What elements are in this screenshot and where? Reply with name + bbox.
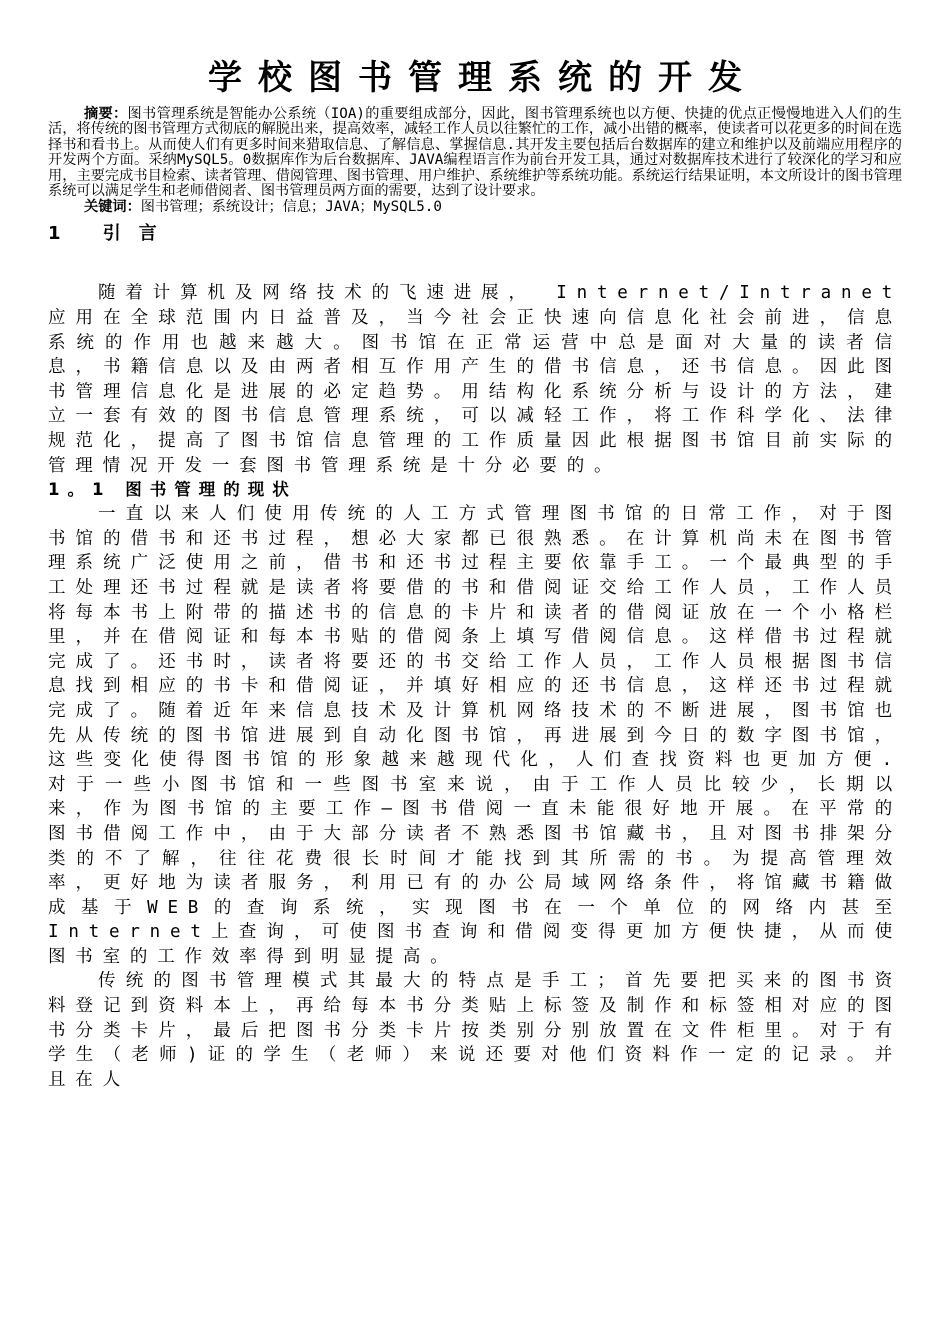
paper-page [48,50,902,1092]
abstract [48,107,902,199]
section-1-1-heading: 1。1 图书管理的现状 [48,480,297,500]
section-1-paragraph: 随着计算机及网络技术的飞速进展， Internet/Intranet应用在全球范围内日益普及，当今社会正快速向信息化社会前进，信息系统的作用也越来越大。图书馆在正常运营中总是面对大量的读者信息，书籍信息以及由两者相互作用产生的借书信息，还书信息。因此图书管理信息化是进展的必定趋势。用结构化系统分析与设计的方法，建立一套有效的图书信息管理系统，可以减轻工作，将工作科学化、法律规范化，提高了图书馆信息管理的工作质量因此根据图书馆目前实际的管理情况开发一套图书管理系统是十分必要的。 [48,283,902,476]
keywords-text: 图书管理；系统设计；信息；JAVA；MySQL5.0 [140,199,442,216]
paper-title: 学校图书管理系统的开发 [208,58,758,98]
abstract-text: 图书管理系统是智能办公系统（IOA)的重要组成部分，因此，图书管理系统也以方便、快捷的优点正慢慢地进入人们的生活，将传统的图书管理方式彻底的解脱出来，提高效率，减轻工作人员以往繁忙的工作，减小出错的概率，使读者可以花更多的时间在选择书和看书上。从而使人们有更多时间来猎取信息、了解信息、掌握信息.其开发主要包括后台数据库的建立和维护以及前端应用程序的开发两个方面。采纳MySQL5。0数据库作为后台数据库、JAVA编程语言作为前台开发工具，通过对数据库技术进行了较深化的学习和应用，主要完成书目检索、读者管理、借阅管理、图书管理、用户维护、系统维护等系统功能。系统运行结果证明，本文所设计的图书管理系统可以满足学生和老师借阅者、图书管理员两方面的需要，达到了设计要求。 [48,106,902,200]
abstract-label: 摘要： [84,106,128,122]
keywords-label: 关键词： [84,199,141,216]
keywords [48,199,902,215]
section-1-1-paragraph-2: 传统的图书管理模式其最大的特点是手工；首先要把买来的图书资料登记到资料本上，再给每本书分类贴上标签及制作和标签相对应的图书分类卡片，最后把图书分类卡片按类别分别放置在文件柜里。对于有学生（老师)证的学生（老师）来说还要对他们资料作一定的记录。并且在人 [48,971,902,1090]
section-1-heading: 1 引言 [48,223,175,245]
section-1-1-paragraph-1: 一直以来人们使用传统的人工方式管理图书馆的日常工作，对于图书馆的借书和还书过程，想必大家都已很熟悉。在计算机尚未在图书管理系统广泛使用之前，借书和还书过程主要依靠手工。一个最典型的手工处理还书过程就是读者将要借的书和借阅证交给工作人员，工作人员将每本书上附带的描述书的信息的卡片和读者的借阅证放在一个小格栏里，并在借阅证和每本书贴的借阅条上填写借阅信息。这样借书过程就完成了。还书时，读者将要还的书交给工作人员，工作人员根据图书信息找到相应的书卡和借阅证，并填好相应的还书信息，这样还书过程就完成了。随着近年来信息技术及计算机网络技术的不断进展，图书馆也先从传统的图书馆进展到自动化图书馆，再进展到今日的数字图书馆，这些变化使得图书馆的形象越来越现代化，人们查找资料也更加方便.对于一些小图书馆和一些图书室来说，由于工作人员比较少，长期以来，作为图书馆的主要工作—图书借阅一直未能很好地开展。在平常的图书借阅工作中，由于大部分读者不熟悉图书馆藏书，且对图书排架分类的不了解，往往花费很长时间才能找到其所需的书。为提高管理效率，更好地为读者服务，利用已有的办公局域网络条件，将馆藏书籍做成基于WEB的查询系统，实现图书在一个单位的网络内甚至Internet上查询，可使图书查询和借阅变得更加方便快捷，从而使图书室的工作效率得到明显提高。 [48,504,902,967]
section-spacer [48,241,902,281]
